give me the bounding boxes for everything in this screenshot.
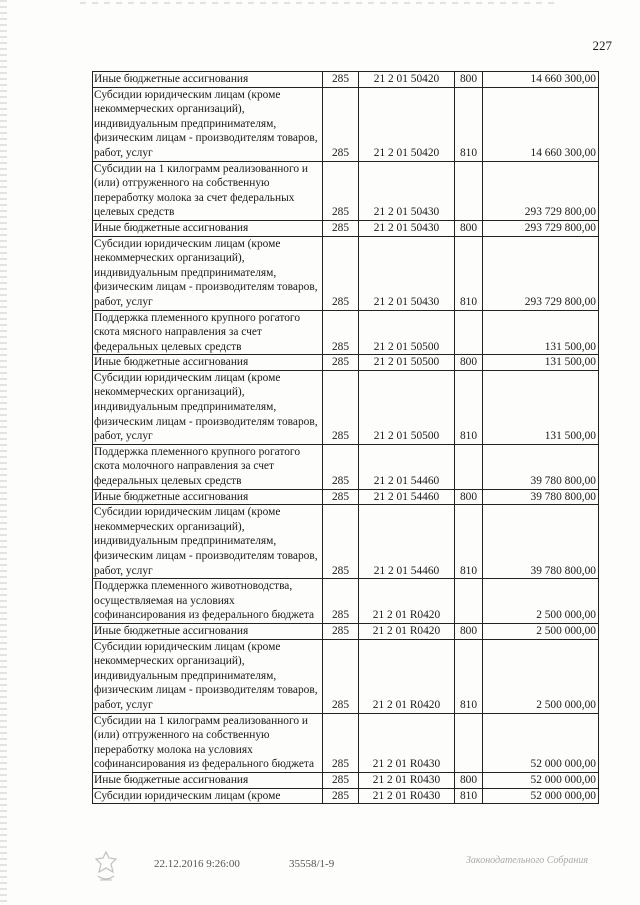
row-admin-code-cell: 285 <box>323 772 359 788</box>
row-admin-code-cell: 285 <box>323 87 359 161</box>
table-row <box>93 772 599 788</box>
row-admin-code-cell: 285 <box>323 579 359 624</box>
footer-stamp-text: Законодательного Собрания <box>465 855 589 866</box>
scan-margin-noise <box>0 0 7 905</box>
row-expense-type-cell <box>455 713 483 772</box>
table-row <box>93 87 599 161</box>
row-admin-code-cell: 285 <box>323 236 359 310</box>
row-expense-type-cell: 800 <box>455 772 483 788</box>
row-amount-cell: 52 000 000,00 <box>483 772 599 788</box>
row-admin-code-cell: 285 <box>323 370 359 444</box>
table-row <box>93 310 599 355</box>
row-expense-type-cell: 800 <box>455 623 483 639</box>
row-amount-cell: 39 780 800,00 <box>483 444 599 489</box>
row-amount-cell: 2 500 000,00 <box>483 623 599 639</box>
row-name-cell: Субсидии юридическим лицам (кроме некоммерческих организаций), индивидуальным предпринимателям, физическим лицам - производителям товаров, работ, услуг <box>93 505 323 579</box>
table-row <box>93 72 599 88</box>
row-amount-cell: 52 000 000,00 <box>483 713 599 772</box>
row-name-cell: Иные бюджетные ассигнования <box>93 355 323 371</box>
row-name-cell: Субсидии юридическим лицам (кроме некоммерческих организаций), индивидуальным предпринимателям, физическим лицам - производителям товаров, работ, услуг <box>93 370 323 444</box>
row-name-cell: Субсидии юридическим лицам (кроме некоммерческих организаций), индивидуальным предпринимателям, физическим лицам - производителям товаров, работ, услуг <box>93 236 323 310</box>
footer-document-code: 35558/1-9 <box>289 858 335 870</box>
row-name-cell: Иные бюджетные ассигнования <box>93 489 323 505</box>
row-amount-cell: 52 000 000,00 <box>483 788 599 804</box>
row-expense-type-cell: 810 <box>455 639 483 713</box>
row-name-cell: Поддержка племенного крупного рогатого скота мясного направления за счет федеральных целевых средств <box>93 310 323 355</box>
row-expense-type-cell: 810 <box>455 87 483 161</box>
row-budget-code-cell: 21 2 01 54460 <box>359 505 455 579</box>
row-amount-cell: 14 660 300,00 <box>483 87 599 161</box>
table-row <box>93 579 599 624</box>
table-row <box>93 505 599 579</box>
row-name-cell: Иные бюджетные ассигнования <box>93 772 323 788</box>
table-row <box>93 444 599 489</box>
row-expense-type-cell: 810 <box>455 788 483 804</box>
row-amount-cell: 131 500,00 <box>483 310 599 355</box>
row-admin-code-cell: 285 <box>323 220 359 236</box>
row-admin-code-cell: 285 <box>323 713 359 772</box>
row-budget-code-cell: 21 2 01 50500 <box>359 370 455 444</box>
row-admin-code-cell: 285 <box>323 489 359 505</box>
table-row <box>93 788 599 804</box>
row-amount-cell: 2 500 000,00 <box>483 639 599 713</box>
row-expense-type-cell <box>455 310 483 355</box>
row-expense-type-cell: 800 <box>455 72 483 88</box>
row-name-cell: Субсидии юридическим лицам (кроме <box>93 788 323 804</box>
table-row <box>93 489 599 505</box>
table-row <box>93 639 599 713</box>
row-admin-code-cell: 285 <box>323 444 359 489</box>
row-expense-type-cell <box>455 161 483 220</box>
row-admin-code-cell: 285 <box>323 310 359 355</box>
page-number: 227 <box>592 38 612 53</box>
table-row <box>93 355 599 371</box>
row-budget-code-cell: 21 2 01 50430 <box>359 220 455 236</box>
row-expense-type-cell: 800 <box>455 489 483 505</box>
row-amount-cell: 39 780 800,00 <box>483 505 599 579</box>
row-amount-cell: 131 500,00 <box>483 370 599 444</box>
row-expense-type-cell: 810 <box>455 236 483 310</box>
row-expense-type-cell: 810 <box>455 505 483 579</box>
row-amount-cell: 39 780 800,00 <box>483 489 599 505</box>
row-budget-code-cell: 21 2 01 R0430 <box>359 772 455 788</box>
budget-table <box>92 71 599 804</box>
row-expense-type-cell: 800 <box>455 220 483 236</box>
row-expense-type-cell <box>455 444 483 489</box>
row-admin-code-cell: 285 <box>323 505 359 579</box>
row-budget-code-cell: 21 2 01 50500 <box>359 310 455 355</box>
row-expense-type-cell <box>455 579 483 624</box>
row-name-cell: Поддержка племенного крупного рогатого скота молочного направления за счет федеральных целевых средств <box>93 444 323 489</box>
row-budget-code-cell: 21 2 01 R0430 <box>359 713 455 772</box>
table-row <box>93 236 599 310</box>
row-budget-code-cell: 21 2 01 54460 <box>359 489 455 505</box>
row-admin-code-cell: 285 <box>323 161 359 220</box>
row-expense-type-cell: 800 <box>455 355 483 371</box>
row-budget-code-cell: 21 2 01 54460 <box>359 444 455 489</box>
row-budget-code-cell: 21 2 01 50430 <box>359 161 455 220</box>
row-admin-code-cell: 285 <box>323 788 359 804</box>
footer-date: 22.12.2016 9:26:00 <box>154 858 240 870</box>
row-amount-cell: 131 500,00 <box>483 355 599 371</box>
row-name-cell: Субсидии юридическим лицам (кроме некоммерческих организаций), индивидуальным предпринимателям, физическим лицам - производителям товаров, работ, услуг <box>93 87 323 161</box>
row-name-cell: Субсидии юридическим лицам (кроме некоммерческих организаций), индивидуальным предпринимателям, физическим лицам - производителям товаров, работ, услуг <box>93 639 323 713</box>
table-row <box>93 713 599 772</box>
emblem-icon <box>92 850 120 884</box>
row-admin-code-cell: 285 <box>323 623 359 639</box>
table-row <box>93 220 599 236</box>
row-amount-cell: 293 729 800,00 <box>483 161 599 220</box>
table-row <box>93 161 599 220</box>
row-budget-code-cell: 21 2 01 R0420 <box>359 639 455 713</box>
row-name-cell: Иные бюджетные ассигнования <box>93 220 323 236</box>
row-expense-type-cell: 810 <box>455 370 483 444</box>
row-admin-code-cell: 285 <box>323 72 359 88</box>
row-budget-code-cell: 21 2 01 R0420 <box>359 623 455 639</box>
row-name-cell: Иные бюджетные ассигнования <box>93 72 323 88</box>
row-amount-cell: 293 729 800,00 <box>483 220 599 236</box>
row-amount-cell: 2 500 000,00 <box>483 579 599 624</box>
row-budget-code-cell: 21 2 01 50420 <box>359 87 455 161</box>
row-name-cell: Поддержка племенного животноводства, осуществляемая на условиях софинансирования из федерального бюджета <box>93 579 323 624</box>
scan-top-noise <box>80 2 560 4</box>
row-admin-code-cell: 285 <box>323 639 359 713</box>
row-admin-code-cell: 285 <box>323 355 359 371</box>
row-budget-code-cell: 21 2 01 R0430 <box>359 788 455 804</box>
table-row <box>93 623 599 639</box>
row-name-cell: Субсидии на 1 килограмм реализованного и (или) отгруженного на собственную переработку молока на условиях софинансирования из федерального бюджета <box>93 713 323 772</box>
row-amount-cell: 293 729 800,00 <box>483 236 599 310</box>
row-budget-code-cell: 21 2 01 50420 <box>359 72 455 88</box>
row-budget-code-cell: 21 2 01 R0420 <box>359 579 455 624</box>
row-name-cell: Субсидии на 1 килограмм реализованного и (или) отгруженного на собственную переработку молока за счет федеральных целевых средств <box>93 161 323 220</box>
row-budget-code-cell: 21 2 01 50500 <box>359 355 455 371</box>
table-row <box>93 370 599 444</box>
row-budget-code-cell: 21 2 01 50430 <box>359 236 455 310</box>
row-name-cell: Иные бюджетные ассигнования <box>93 623 323 639</box>
row-amount-cell: 14 660 300,00 <box>483 72 599 88</box>
